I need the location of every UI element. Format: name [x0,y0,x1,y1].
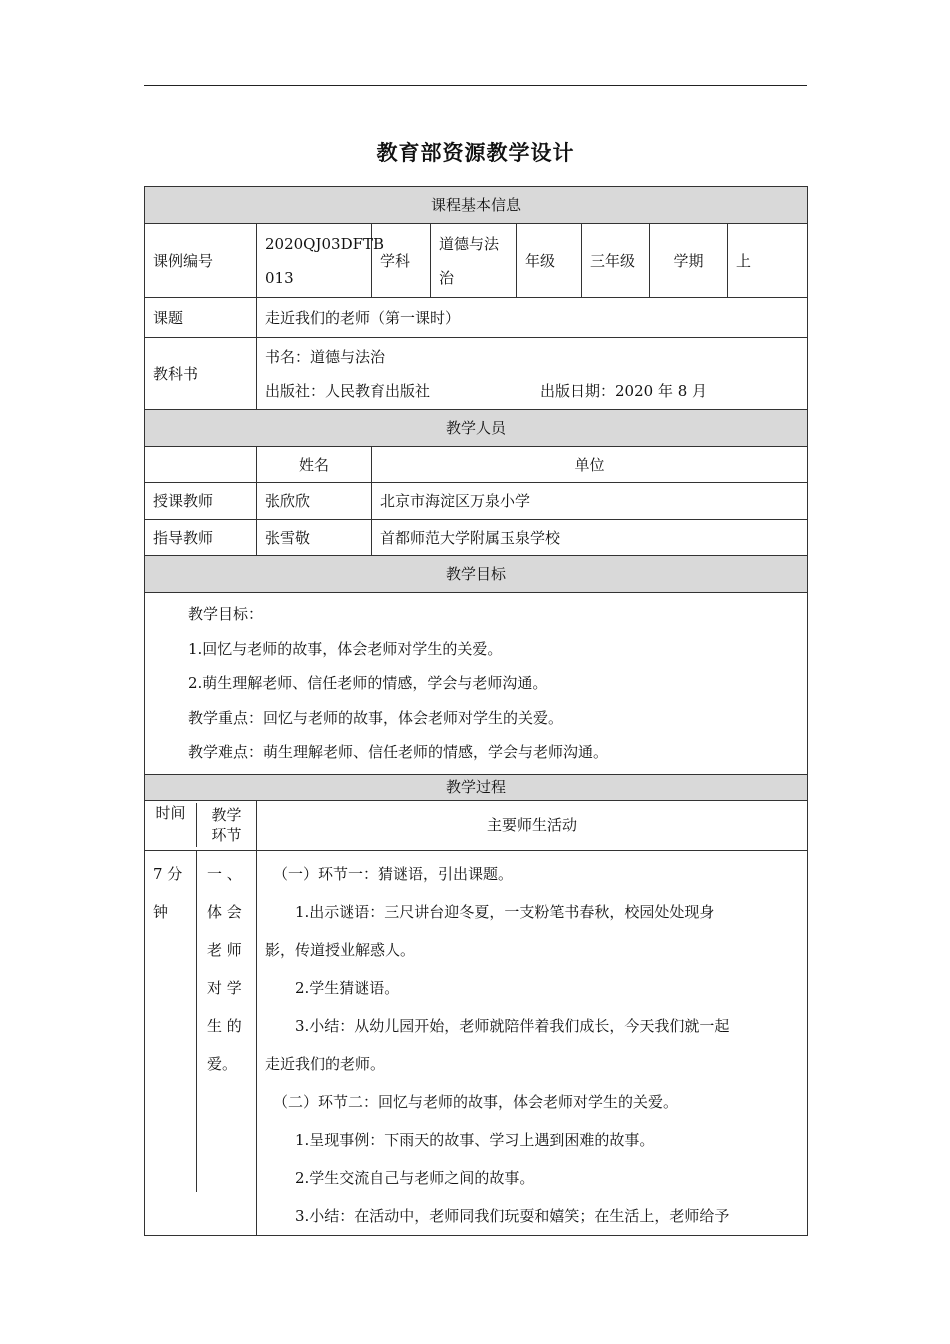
activity-line: （二）环节二：回忆与老师的故事，体会老师对学生的关爱。 [273,1092,679,1111]
time-line: 7 分 [153,864,183,883]
table-row [145,520,808,556]
activity-line: 影，传道授业解惑人。 [265,940,416,959]
activity-line: 3.小结：在活动中，老师同我们玩耍和嬉笑；在生活上，老师给予 [295,1206,730,1225]
objective-line: 教学重点：回忆与老师的故事，体会老师对学生的关爱。 [188,708,564,727]
topic-value: 走近我们的老师（第一课时） [257,298,808,338]
publisher: 出版社：人民教育出版社 [265,381,431,400]
time-stage-cell [145,850,257,1235]
activity-line: 1.呈现事例：下雨天的故事、学习上遇到困难的故事。 [295,1130,655,1149]
activity-line: （一）环节一：猜谜语，引出课题。 [273,864,514,883]
stage-header-line1: 教学 [211,806,242,824]
table-row [145,483,808,520]
section-staff: 教学人员 [145,410,808,447]
case-number-value [257,224,385,298]
topic-label: 课题 [145,298,257,338]
case-number-part2: 013 [265,268,294,287]
time-column [145,851,196,1192]
stage-header [196,803,256,847]
subject-value [431,224,517,298]
stage-column [196,851,256,1192]
term-value: 上 [728,224,808,298]
staff-unit-header: 单位 [372,447,808,483]
activity-line: 走近我们的老师。 [265,1054,386,1073]
time-header-text: 时间 [155,804,186,822]
staff-name: 张欣欣 [257,483,372,520]
objective-line: 教学难点：萌生理解老师、信任老师的情感，学会与老师沟通。 [188,743,609,761]
staff-name: 张雪敬 [257,520,372,556]
book-name: 书名：道德与法治 [265,347,386,366]
stage-line: 爱。 [207,1054,238,1073]
publisher-row [265,374,799,408]
activity-body [257,850,808,1235]
activity-line: 1.出示谜语：三尺讲台迎冬夏，一支粉笔书春秋，校园处处现身 [295,902,715,921]
grade-label: 年级 [517,224,582,298]
stage-line: 一 、 [207,864,242,883]
objectives-body [145,593,808,775]
staff-name-header: 姓名 [257,447,372,483]
activity-line: 2.学生猜谜语。 [295,978,400,997]
subject-part2: 治 [439,268,455,287]
subject-label: 学科 [372,224,431,298]
objective-line: 2.萌生理解老师、信任老师的情感，学会与老师沟通。 [188,674,548,692]
section-basic-info: 课程基本信息 [145,187,808,224]
document-title: 教育部资源教学设计 [376,141,575,165]
activity-line: 2.学生交流自己与老师之间的故事。 [295,1168,535,1187]
subject-part1: 道德与法 [439,234,500,253]
staff-unit: 北京市海淀区万泉小学 [372,483,808,520]
term-label: 学期 [650,224,728,298]
staff-role: 授课教师 [145,483,257,520]
section-process: 教学过程 [145,774,808,800]
time-line: 钟 [153,902,169,921]
staff-unit: 首都师范大学附属玉泉学校 [372,520,808,556]
stage-line: 老 师 [207,940,242,959]
lesson-design-table [144,186,808,1236]
staff-header-blank [145,447,257,483]
stage-line: 体 会 [207,902,242,921]
textbook-label: 教科书 [145,338,257,410]
stage-header-line2: 环节 [211,826,242,844]
staff-role: 指导教师 [145,520,257,556]
activity-header: 主要师生活动 [257,800,808,850]
time-header [145,800,257,850]
activity-line: 3.小结：从幼儿园开始，老师就陪伴着我们成长，今天我们就一起 [295,1016,730,1035]
section-objectives: 教学目标 [145,556,808,593]
stage-line: 生 的 [207,1016,242,1035]
header-rule [144,85,807,86]
textbook-info [257,338,808,410]
objective-line: 教学目标： [188,605,264,623]
publish-date: 出版日期：2020 年 8 月 [540,381,708,400]
grade-value: 三年级 [582,224,650,298]
case-number-part1: 2020QJ03DFTB [265,234,385,253]
case-number-label: 课例编号 [145,224,257,298]
stage-line: 对 学 [207,978,242,997]
objective-line: 1.回忆与老师的故事，体会老师对学生的关爱。 [188,639,503,658]
